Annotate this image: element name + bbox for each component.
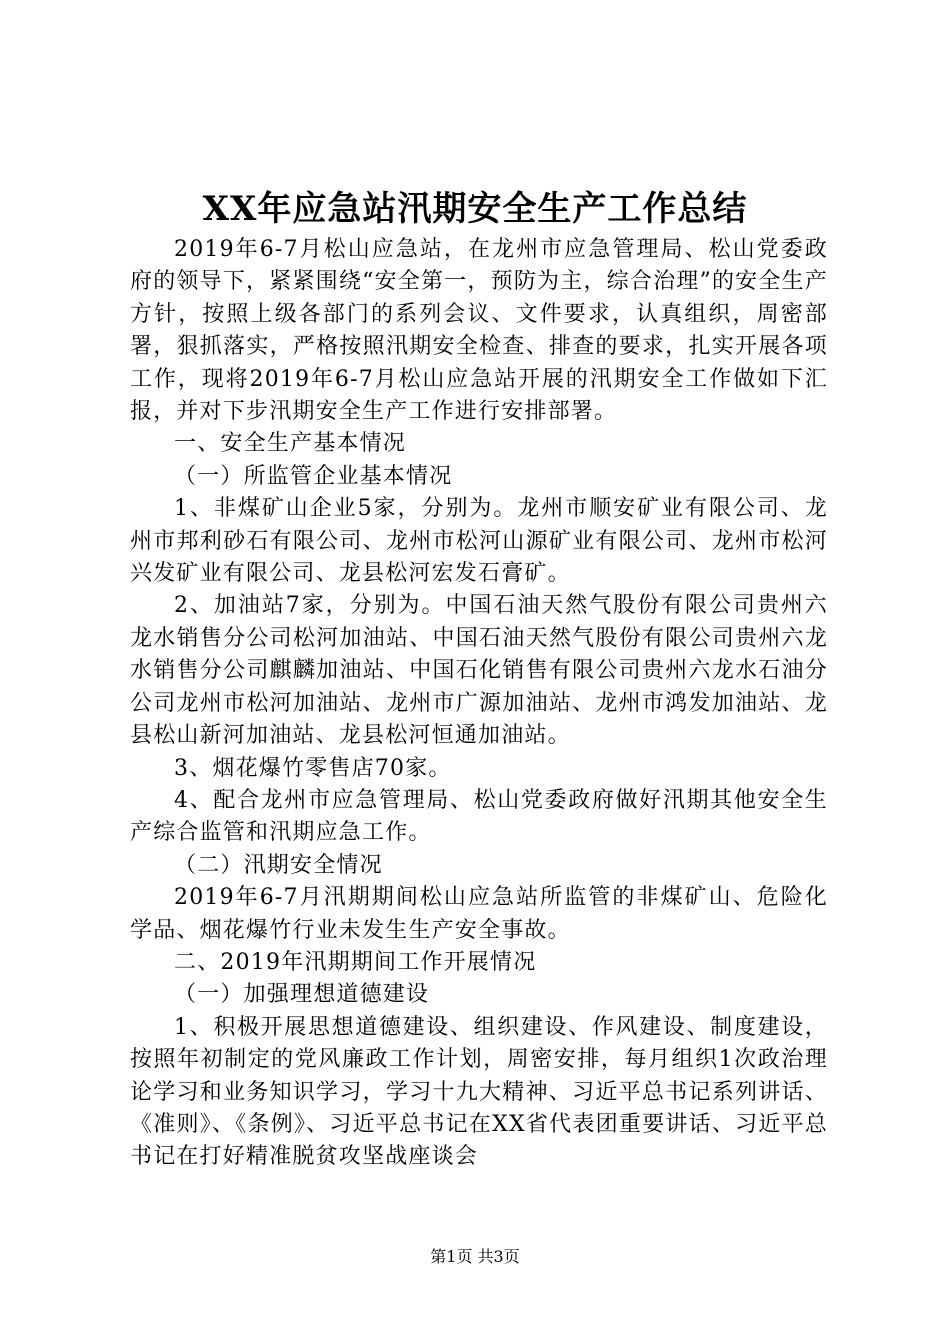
paragraph-intro: 2019年6-7月松山应急站，在龙州市应急管理局、松山党委政府的领导下，紧紧围绕“安全第一，预防为主，综合治理”的安全生产方针，按照上级各部门的系列会议、文件要求，认真组织，周密部署，狠抓落实，严格按照汛期安全检查、排查的要求，扎实开展各项工作，现将2019年6-7月松山应急站开展的汛期安全工作做如下汇报，并对下步汛期安全生产工作进行安排部署。	[130, 237, 828, 425]
paragraph-item-3: 3、烟花爆竹零售店70家。	[174, 755, 452, 781]
document-title: XX年应急站汛期安全生产工作总结	[202, 189, 748, 229]
document-body	[130, 234, 828, 1174]
page-footer: 第1页 共3页	[430, 1247, 520, 1266]
subsection-heading-1-1: （一）所监管企业基本情况	[174, 463, 453, 489]
paragraph-flood-safety: 2019年6-7月汛期期间松山应急站所监管的非煤矿山、危险化学品、烟花爆竹行业未发生生产安全事故。	[130, 885, 828, 943]
paragraph-item-1: 1、非煤矿山企业5家，分别为。龙州市顺安矿业有限公司、龙州市邦利砂石有限公司、龙州市松河山源矿业有限公司、龙州市松河兴发矿业有限公司、龙县松河宏发石膏矿。	[130, 496, 828, 587]
subsection-heading-1-2: （二）汛期安全情况	[174, 852, 383, 878]
section-heading-2: 二、2019年汛期期间工作开展情况	[174, 949, 537, 975]
subsection-heading-2-1: （一）加强理想道德建设	[174, 982, 430, 1008]
paragraph-ethics-item-1: 1、积极开展思想道德建设、组织建设、作风建设、制度建设，按照年初制定的党风廉政工作计划，周密安排，每月组织1次政治理论学习和业务知识学习，学习十九大精神、习近平总书记系列讲话、《准则》、《条例》、习近平总书记在XX省代表团重要讲话、习近平总书记在打好精准脱贫攻坚战座谈会	[130, 1014, 828, 1170]
section-heading-1: 一、安全生产基本情况	[174, 431, 407, 457]
paragraph-item-2: 2、加油站7家，分别为。中国石油天然气股份有限公司贵州六龙水销售分公司松河加油站、中国石油天然气股份有限公司贵州六龙水销售分公司麒麟加油站、中国石化销售有限公司贵州六龙水石油分公司龙州市松河加油站、龙州市广源加油站、龙州市鸿发加油站、龙县松山新河加油站、龙县松河恒通加油站。	[130, 593, 828, 749]
paragraph-item-4: 4、配合龙州市应急管理局、松山党委政府做好汛期其他安全生产综合监管和汛期应急工作。	[130, 787, 828, 846]
